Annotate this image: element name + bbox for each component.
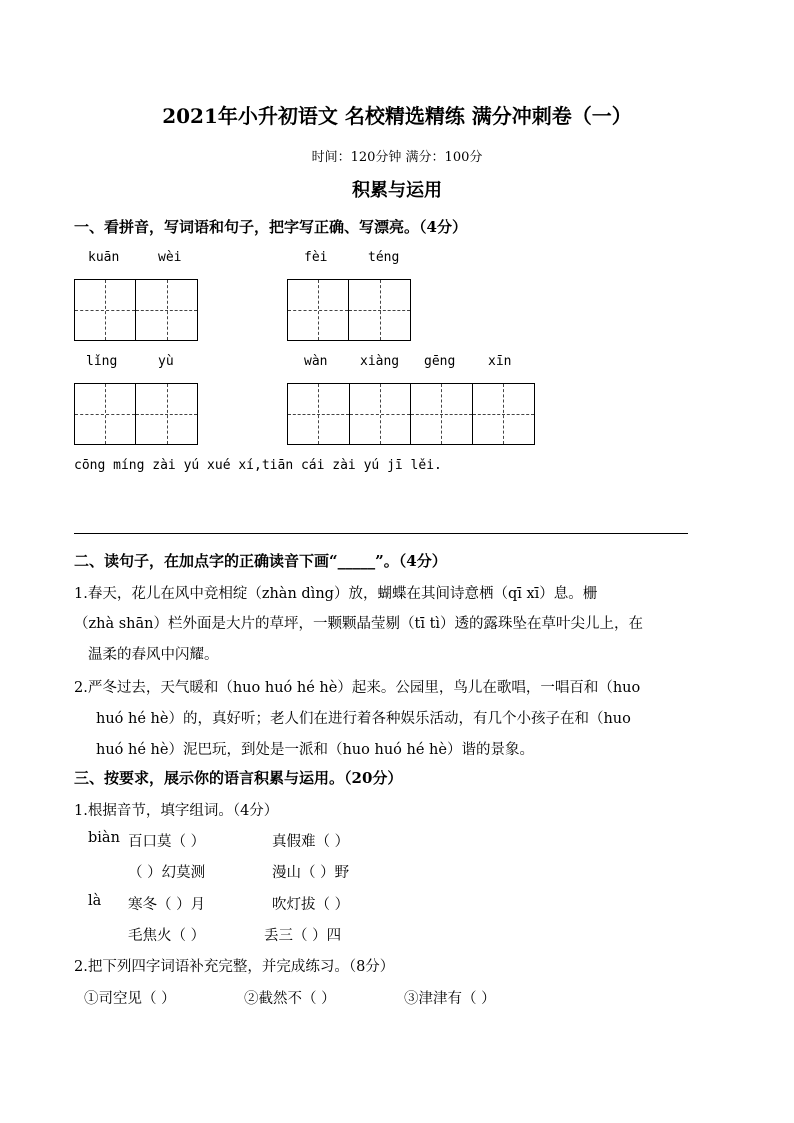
pinyin: yù bbox=[158, 354, 174, 369]
section1-heading: 一、看拼音，写词语和句子，把字写正确、写漂亮。（4分） bbox=[74, 218, 467, 236]
pinyin: wàn bbox=[304, 354, 328, 369]
paragraph-line: 2.严冬过去，天气暖和（huo huó hé hè）起来。公园里，鸟儿在歌唱，一唱百和（huo bbox=[74, 680, 641, 696]
syllable-label: là bbox=[88, 893, 102, 909]
section2-heading: 二、读句子，在加点字的正确读音下画“_____”。（4分） bbox=[74, 552, 447, 570]
pinyin: xīn bbox=[488, 354, 512, 369]
pinyin-sentence: cōng míng zài yú xué xí,tiān cái zài yú jī lěi. bbox=[74, 458, 442, 473]
question-2: 2.把下列四字词语补充完整，并完成练习。（8分） bbox=[74, 959, 395, 975]
paragraph-line: （zhà shān）栏外面是大片的草坪，一颗颗晶莹剔（tī tì）透的露珠坠在草叶尖儿上，在 bbox=[74, 616, 644, 632]
fill-item[interactable]: 吹灯拔（ ） bbox=[272, 897, 350, 913]
pinyin: wèi bbox=[158, 250, 182, 265]
paragraph-line: 1.春天，花儿在风中竞相绽（zhàn dìng）放，蝴蝶在其间诗意栖（qī xī）息。栅 bbox=[74, 586, 598, 602]
section-subtitle: 积累与运用 bbox=[352, 180, 442, 201]
fill-item[interactable]: 真假难（ ） bbox=[272, 834, 350, 850]
fill-item[interactable]: 寒冬（ ）月 bbox=[128, 897, 206, 913]
writing-grid[interactable] bbox=[287, 383, 535, 445]
fill-item[interactable]: ①司空见（ ） bbox=[84, 991, 176, 1007]
paragraph-line: 温柔的春风中闪耀。 bbox=[88, 647, 219, 663]
pinyin: fèi bbox=[304, 250, 328, 265]
writing-grid[interactable] bbox=[287, 279, 411, 341]
fill-item[interactable]: ③津津有（ ） bbox=[404, 991, 496, 1007]
pinyin: téng bbox=[368, 250, 400, 265]
exam-meta: 时间：120分钟 满分：100分 bbox=[311, 150, 483, 165]
pinyin: lǐng bbox=[86, 354, 118, 369]
paragraph-line: huó hé hè）的，真好听；老人们在进行着各种娱乐活动，有几个小孩子在和（huo bbox=[96, 711, 631, 727]
section3-heading: 三、按要求，展示你的语言积累与运用。（20分） bbox=[74, 769, 403, 787]
pinyin: kuān bbox=[88, 250, 120, 265]
fill-item[interactable]: 丢三（ ）四 bbox=[264, 928, 342, 944]
fill-item[interactable]: （ ）幻莫测 bbox=[128, 865, 206, 881]
answer-line[interactable] bbox=[74, 533, 688, 534]
question-1: 1.根据音节，填字组词。（4分） bbox=[74, 803, 279, 819]
writing-grid[interactable] bbox=[74, 279, 198, 341]
fill-item[interactable]: ②截然不（ ） bbox=[244, 991, 336, 1007]
page-title: 2021年小升初语文 名校精选精练 满分冲刺卷（一） bbox=[162, 104, 632, 128]
fill-item[interactable]: 毛焦火（ ） bbox=[128, 928, 206, 944]
paragraph-line: huó hé hè）泥巴玩，到处是一派和（huo huó hé hè）谐的景象。 bbox=[96, 742, 534, 758]
fill-item[interactable]: 百口莫（ ） bbox=[128, 834, 206, 850]
pinyin: gēng bbox=[424, 354, 456, 369]
writing-grid[interactable] bbox=[74, 383, 198, 445]
fill-item[interactable]: 漫山（ ）野 bbox=[272, 865, 350, 881]
pinyin: xiàng bbox=[360, 354, 400, 369]
syllable-label: biàn bbox=[88, 830, 120, 846]
